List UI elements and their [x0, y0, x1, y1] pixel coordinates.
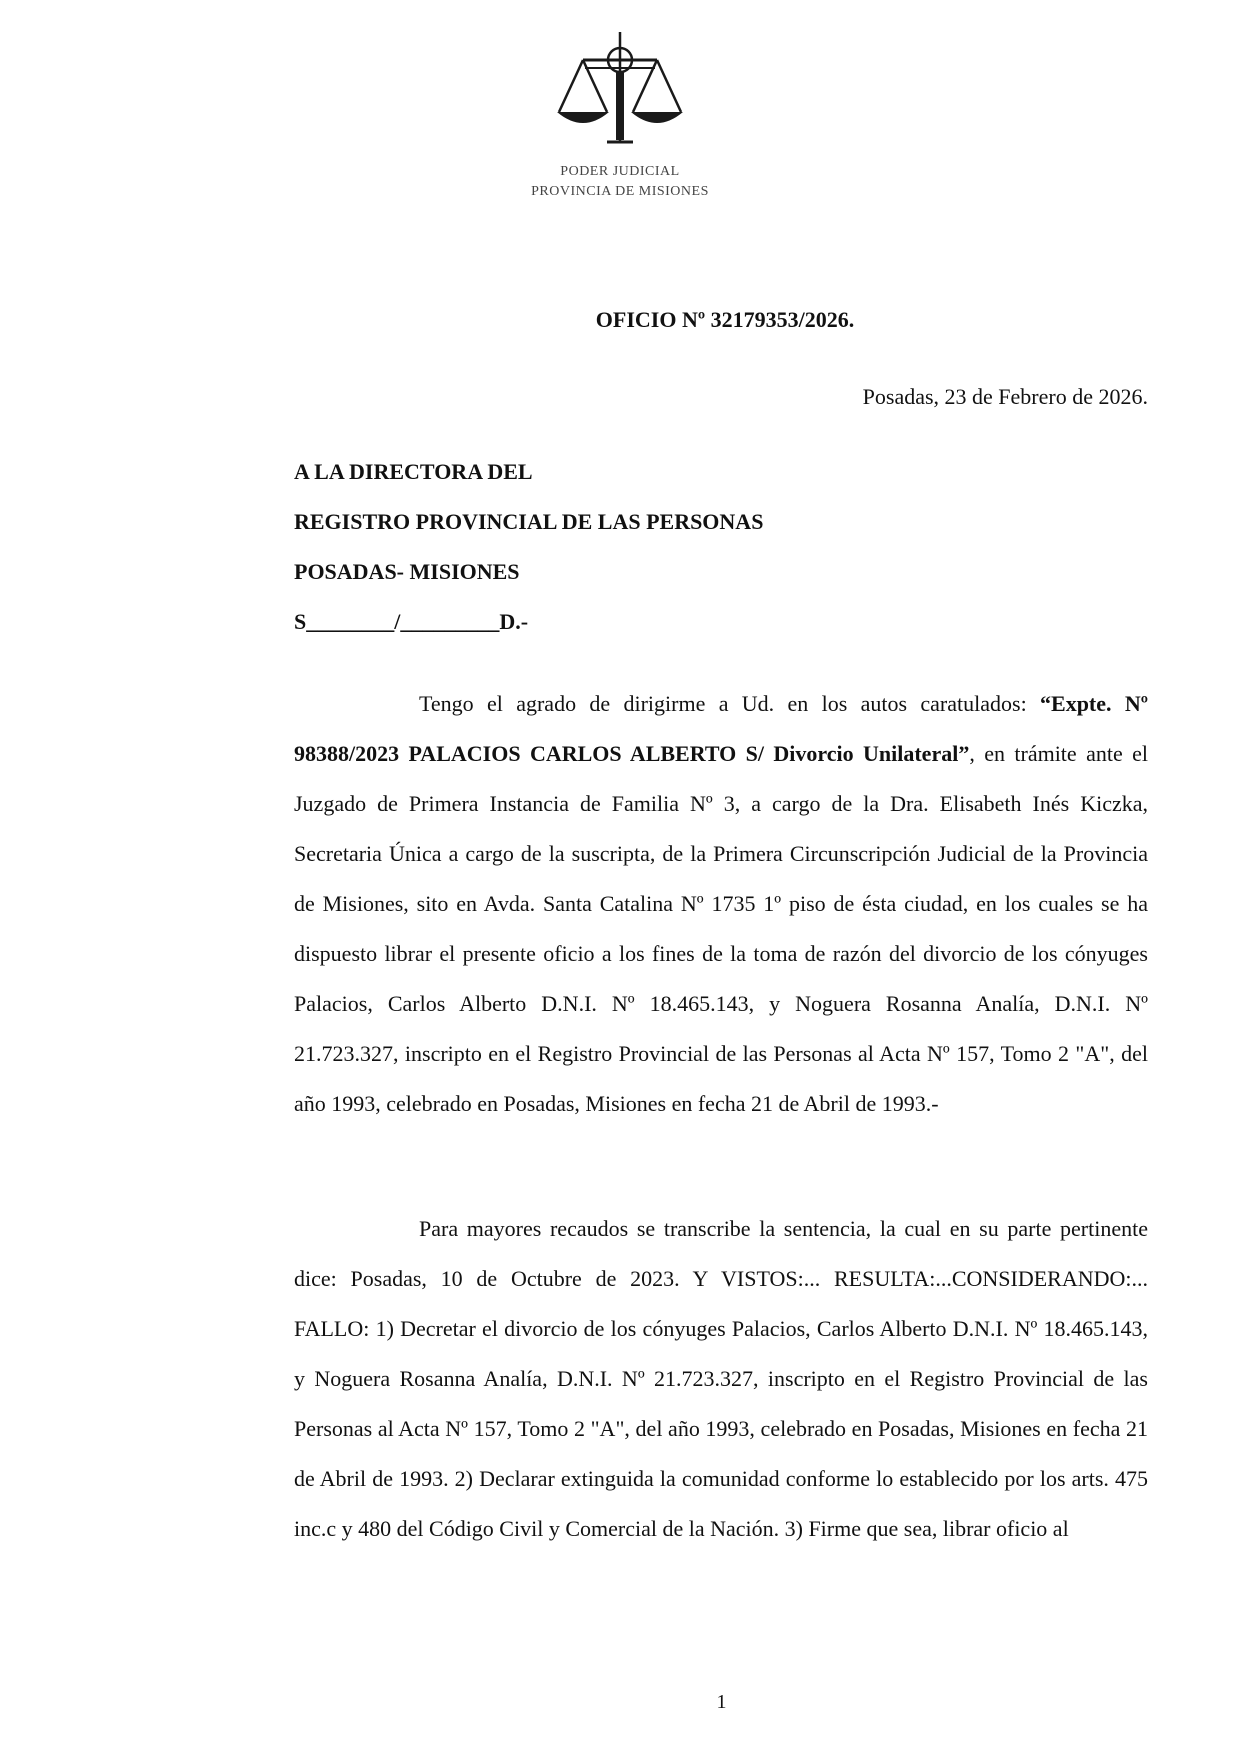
paragraph-1-intro: Tengo el agrado de dirigirme a Ud. en los autos caratulados:	[419, 691, 1041, 716]
logo-text-provincia: PROVINCIA DE MISIONES	[531, 184, 709, 199]
addressee-block	[294, 458, 763, 658]
scales-of-justice-icon	[545, 30, 695, 160]
paragraph-1-rest: , en trámite ante el Juzgado de Primera Instancia de Familia Nº 3, a cargo de la Dra. Elisabeth Inés Kiczka, Secretaria Única a cargo de la suscripta, de la Primera Circunscripción Judicial de la Provincia de Misiones, sito en Avda. Santa Catalina Nº 1735 1º piso de ésta ciudad, en los cuales se ha dispuesto librar el presente oficio a los fines de la toma de razón del divorcio de los cónyuges Palacios, Carlos Alberto D.N.I. Nº 18.465.143, y Noguera Rosanna Analía, D.N.I. Nº 21.723.327, inscripto en el Registro Provincial de las Personas al Acta Nº 157, Tomo 2 "A", del año 1993, celebrado en Posadas, Misiones en fecha 21 de Abril de 1993.-	[294, 741, 1148, 1116]
body-paragraph-2: Para mayores recaudos se transcribe la sentencia, la cual en su parte pertinente dice: Posadas, 10 de Octubre de 2023. Y VISTOS:... RESULTA:...CONSIDERANDO:... FALLO: 1) Decretar el divorcio de los cónyuges Palacios, Carlos Alberto D.N.I. Nº 18.465.143, y Noguera Rosanna Analía, D.N.I. Nº 21.723.327, inscripto en el Registro Provincial de las Personas al Acta Nº 157, Tomo 2 "A", del año 1993, celebrado en Posadas, Misiones en fecha 21 de Abril de 1993. 2) Declarar extinguida la comunidad conforme lo establecido por los arts. 475 inc.c y 480 del Código Civil y Comercial de la Nación. 3) Firme que sea, librar oficio al	[294, 1216, 1148, 1541]
document-date: Posadas, 23 de Febrero de 2026.	[862, 384, 1148, 409]
addressee-line-4: S________/_________D.-	[294, 609, 529, 634]
body-paragraph-1	[294, 679, 1148, 1129]
poder-judicial-logo	[520, 30, 720, 220]
addressee-line-2: REGISTRO PROVINCIAL DE LAS PERSONAS	[294, 509, 764, 534]
page-number: 1	[716, 1691, 727, 1713]
addressee-line-3: POSADAS- MISIONES	[294, 559, 520, 584]
logo-text-poder-judicial: PODER JUDICIAL	[560, 164, 680, 179]
document-title: OFICIO Nº 32179353/2026.	[595, 307, 855, 332]
addressee-line-1: A LA DIRECTORA DEL	[294, 459, 533, 484]
case-caption: “Expte. Nº 98388/2023 PALACIOS CARLOS ALBERTO S/ Divorcio Unilateral”	[294, 691, 1148, 766]
